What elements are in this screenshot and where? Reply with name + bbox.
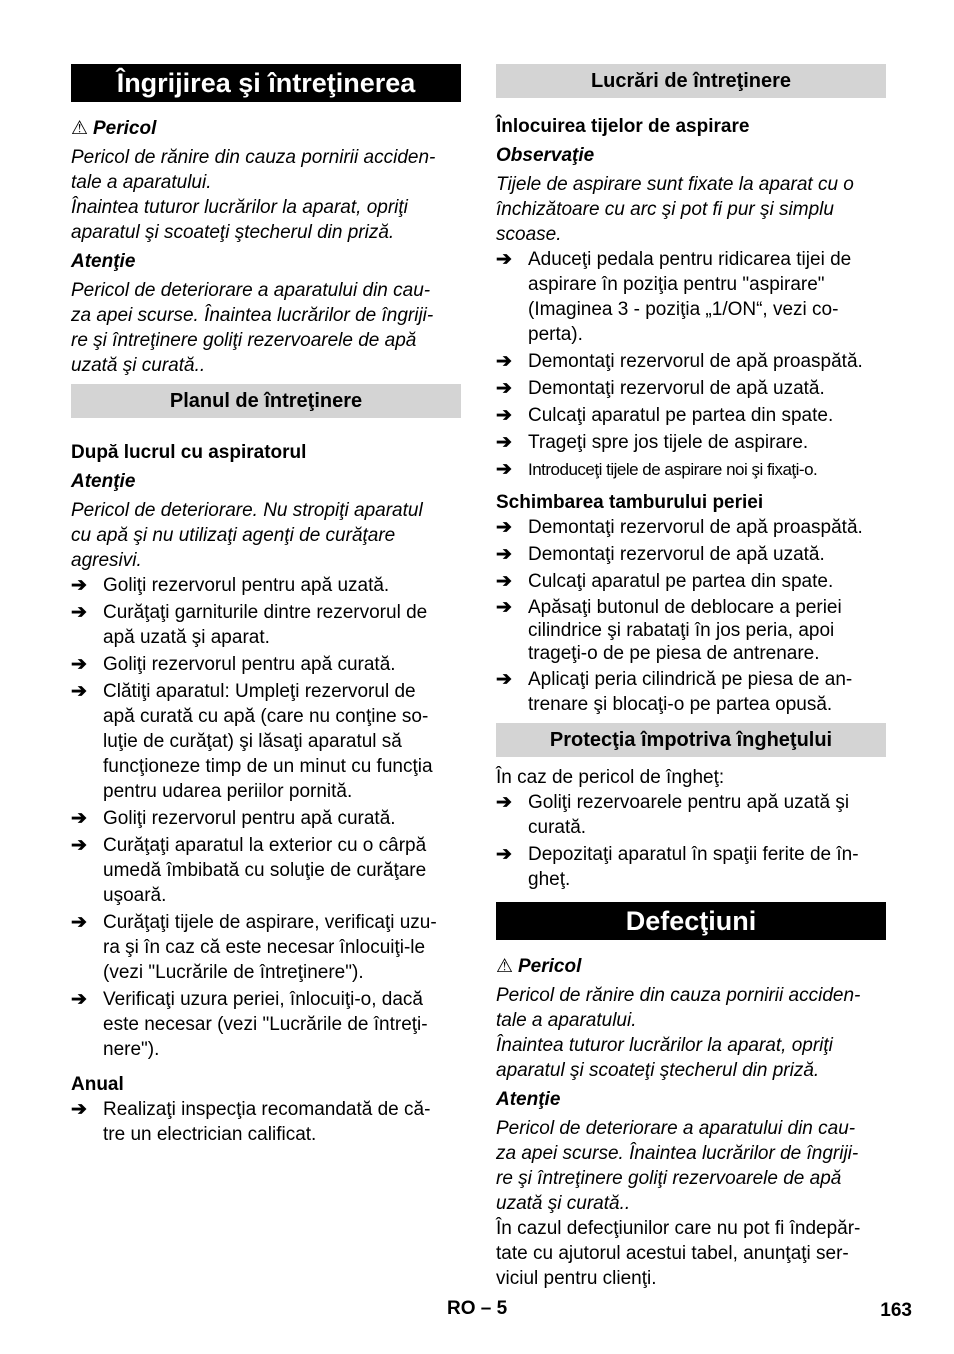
list-item: ➔ Depozitaţi aparatul în spaţii ferite de în- gheţ. <box>496 844 859 890</box>
list-item: ➔ Trageţi spre jos tijele de aspirare. <box>496 432 809 453</box>
frost-steps <box>496 790 886 892</box>
list-item: ➔ Demontaţi rezervorul de apă uzată. <box>496 544 825 565</box>
brush-steps <box>496 515 886 717</box>
brush-drum-heading: Schimbarea tamburului periei <box>496 492 764 513</box>
arrow-right-icon: ➔ <box>496 432 512 453</box>
arrow-right-icon: ➔ <box>71 602 87 623</box>
annual-heading: Anual <box>71 1074 124 1095</box>
list-item: ➔ Introduceţi tijele de aspirare noi şi fixaţi-o. <box>496 459 818 480</box>
arrow-right-icon: ➔ <box>496 571 512 592</box>
arrow-right-icon: ➔ <box>496 597 512 618</box>
list-item: ➔ Aduceţi pedala pentru ridicarea tijei de aspirare în poziţia pentru "aspirare" (Imaginea 3 - poziţia „1/ON“, vezi co- perta). <box>496 249 852 345</box>
list-item: ➔ Realizaţi inspecţia recomandată de că- tre un electrician calificat. <box>71 1099 431 1145</box>
arrow-right-icon: ➔ <box>496 249 512 270</box>
arrow-right-icon: ➔ <box>71 808 87 829</box>
frost-protection-heading: Protecţia împotriva îngheţului <box>496 723 886 757</box>
arrow-right-icon: ➔ <box>496 405 512 426</box>
list-item: ➔ Demontaţi rezervorul de apă uzată. <box>496 378 825 399</box>
arrow-right-icon: ➔ <box>71 575 87 596</box>
arrow-right-icon: ➔ <box>71 654 87 675</box>
section-title-faults: Defecţiuni <box>496 902 886 940</box>
danger-text-2: Pericol de rănire din cauza pornirii acciden- tale a aparatului. Înaintea tuturor lucrărilor la aparat, opriţi aparatul şi scoateţi ştecherul din priză. <box>496 985 861 1081</box>
arrow-right-icon: ➔ <box>496 844 512 865</box>
arrow-right-icon: ➔ <box>496 459 512 480</box>
left-column <box>71 64 461 1149</box>
list-item: ➔ Verificaţi uzura periei, înlocuiţi-o, dacă este necesar (vezi "Lucrările de întreţi- nere"). <box>71 989 428 1060</box>
caution-label-2: Atenţie <box>71 471 136 492</box>
list-item: ➔ Goliţi rezervorul pentru apă curată. <box>71 654 396 675</box>
arrow-right-icon: ➔ <box>496 544 512 565</box>
footer-section-number: RO – 5 <box>447 1298 508 1319</box>
list-item: ➔ Curăţaţi aparatul la exterior cu o cârpă umedă îmbibată cu soluţie de curăţare uşoară. <box>71 835 427 906</box>
warning-triangle-icon: ⚠ <box>71 118 89 139</box>
note-text: Tijele de aspirare sunt fixate la aparat cu o închizătoare cu arc şi pot fi pur şi simplu scoase. <box>496 174 854 245</box>
arrow-right-icon: ➔ <box>71 989 87 1010</box>
arrow-right-icon: ➔ <box>71 912 87 933</box>
replace-steps <box>496 247 886 482</box>
list-item: ➔ Curăţaţi garniturile dintre rezervorul de apă uzată şi aparat. <box>71 602 428 648</box>
danger-label: ⚠ Pericol <box>71 118 157 139</box>
arrow-right-icon: ➔ <box>496 792 512 813</box>
maintenance-work-heading: Lucrări de întreţinere <box>496 64 886 98</box>
footer-page-number: 163 <box>880 1300 912 1321</box>
caution-text-3: Pericol de deteriorare a aparatului din cau- za apei scurse. Înaintea lucrărilor de îngriji- re şi întreţinere goliţi rezervoarele de apă uzată şi curată.. <box>496 1118 859 1214</box>
arrow-right-icon: ➔ <box>71 681 87 702</box>
list-item: ➔ Goliţi rezervorul pentru apă uzată. <box>71 575 390 596</box>
after-work-steps <box>71 573 461 1062</box>
list-item: ➔ Clătiţi aparatul: Umpleţi rezervorul de apă curată cu apă (care nu conţine so- luţie de curăţat) şi lăsaţi aparatul să funcţioneze timp de un minut cu funcţia pentru udarea periilor pornită. <box>71 681 433 802</box>
note-label: Observaţie <box>496 145 595 166</box>
danger-text: Pericol de rănire din cauza pornirii acciden- tale a aparatului. Înaintea tuturor lucrărilor la aparat, opriţi aparatul şi scoateţi ştecherul din priză. <box>71 147 436 243</box>
warning-triangle-icon: ⚠ <box>496 956 514 977</box>
after-work-heading: După lucrul cu aspiratorul <box>71 442 307 463</box>
list-item: ➔ Culcaţi aparatul pe partea din spate. <box>496 405 834 426</box>
arrow-right-icon: ➔ <box>71 835 87 856</box>
list-item: ➔ Aplicaţi peria cilindrică pe piesa de an- trenare şi blocaţi-o pe partea opusă. <box>496 669 853 715</box>
list-item: ➔ Apăsaţi butonul de deblocare a periei cilindrice şi rabataţi în jos peria, apoi trageţi-o de pe piesa de antrenare. <box>496 597 842 664</box>
service-text: În cazul defecţiunilor care nu pot fi îndepăr- tate cu ajutorul acestui tabel, anunţaţi ser- viciul pentru clienţi. <box>496 1218 861 1289</box>
arrow-right-icon: ➔ <box>496 351 512 372</box>
list-item: ➔ Goliţi rezervoarele pentru apă uzată şi curată. <box>496 792 850 838</box>
list-item: ➔ Goliţi rezervorul pentru apă curată. <box>71 808 396 829</box>
arrow-right-icon: ➔ <box>71 1099 87 1120</box>
annual-steps <box>71 1097 461 1147</box>
caution-text: Pericol de deteriorare a aparatului din cau- za apei scurse. Înaintea lucrărilor de îngriji- re şi întreţinere goliţi rezervoarele de apă uzată şi curată.. <box>71 280 434 376</box>
arrow-right-icon: ➔ <box>496 669 512 690</box>
list-item: ➔ Curăţaţi tijele de aspirare, verificaţi uzu- ra şi în caz că este necesar înlocuiţi-le (vezi "Lucrările de întreţinere"). <box>71 912 437 983</box>
arrow-right-icon: ➔ <box>496 517 512 538</box>
list-item: ➔ Culcaţi aparatul pe partea din spate. <box>496 571 834 592</box>
section-title-care: Îngrijirea şi întreţinerea <box>71 64 461 102</box>
right-column <box>496 64 886 1291</box>
danger-label-2: ⚠ Pericol <box>496 956 582 977</box>
list-item: ➔ Demontaţi rezervorul de apă proaspătă. <box>496 351 863 372</box>
frost-intro: În caz de pericol de îngheţ: <box>496 767 725 788</box>
caution-label-3: Atenţie <box>496 1089 561 1110</box>
replace-suction-heading: Înlocuirea tijelor de aspirare <box>496 116 750 137</box>
caution-text-2: Pericol de deteriorare. Nu stropiţi aparatul cu apă şi nu utilizaţi agenţi de curăţare agresivi. <box>71 500 423 571</box>
caution-label: Atenţie <box>71 251 136 272</box>
maintenance-plan-heading: Planul de întreţinere <box>71 384 461 418</box>
arrow-right-icon: ➔ <box>496 378 512 399</box>
list-item: ➔ Demontaţi rezervorul de apă proaspătă. <box>496 517 863 538</box>
